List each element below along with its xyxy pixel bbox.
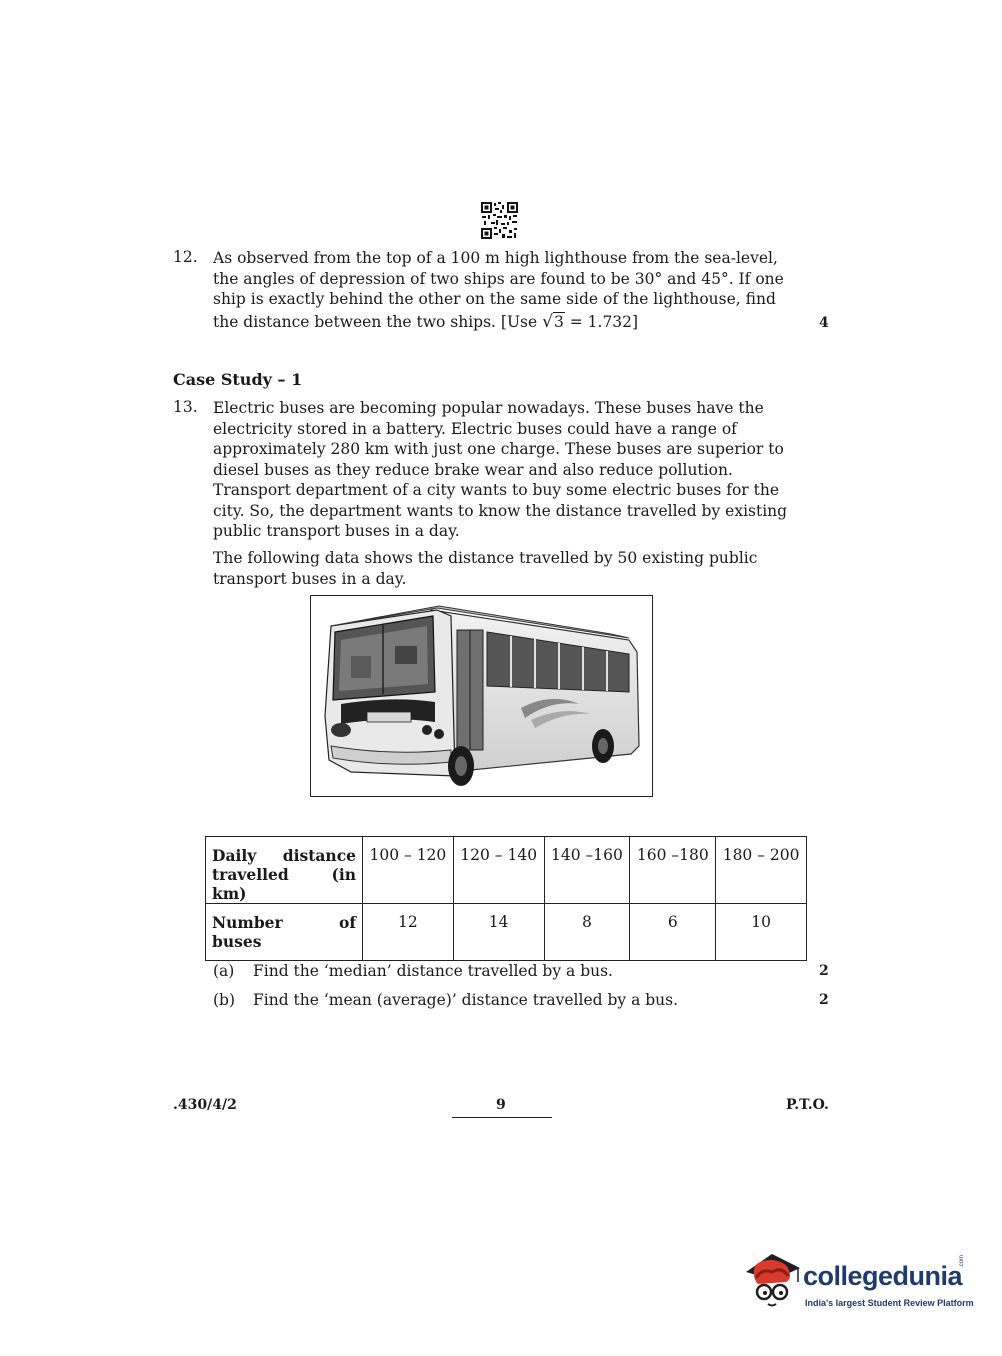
- question-number: 12.: [173, 248, 198, 266]
- page-number-underline: [452, 1117, 552, 1118]
- brand-tagline: India's largest Student Review Platform: [805, 1298, 974, 1308]
- class-interval: 120 – 140: [453, 837, 544, 904]
- question-13-paragraph-1: [213, 398, 791, 542]
- sqrt-sign: √: [542, 311, 553, 332]
- bus-count: 14: [453, 904, 544, 961]
- text-line: city. So, the department wants to know the distance travelled by existing: [213, 501, 788, 520]
- sub-question-text: Find the ‘median’ distance travelled by a bus.: [253, 962, 613, 980]
- pto-label: P.T.O.: [786, 1097, 829, 1113]
- brand-name: collegedunia: [803, 1261, 963, 1291]
- row-header: Daily distance travelled (in km): [206, 837, 363, 904]
- sub-question-text: Find the ‘mean (average)’ distance travelled by a bus.: [253, 991, 679, 1009]
- radicand: 3: [553, 312, 564, 331]
- text-line: ship is exactly behind the other on the same side of the lighthouse, find: [213, 290, 776, 308]
- text-fragment: the distance between the two ships. [Use: [213, 312, 543, 331]
- text-line: diesel buses as they reduce brake wear and also reduce pollution.: [213, 460, 733, 479]
- bus-count: 6: [630, 904, 716, 961]
- question-number: 13.: [173, 398, 198, 416]
- bus-photo-frame: [310, 595, 653, 797]
- case-study-heading: Case Study – 1: [173, 370, 303, 389]
- text-line: The following data shows the distance travelled by 50 existing public: [213, 549, 758, 567]
- text-line: Electric buses are becoming popular nowadays. These buses have the: [213, 399, 764, 417]
- class-interval: 180 – 200: [716, 837, 807, 904]
- marks-13b: 2: [819, 992, 829, 1008]
- question-13-paragraph-2: [213, 548, 791, 589]
- text-line: transport buses in a day.: [213, 569, 407, 588]
- text-line: electricity stored in a battery. Electric buses could have a range of: [213, 419, 737, 438]
- class-interval: 100 – 120: [363, 837, 454, 904]
- marks-q12: 4: [819, 315, 829, 331]
- sub-question-label: (a): [213, 962, 235, 980]
- marks-13a: 2: [819, 963, 829, 979]
- bus-illustration: [311, 596, 651, 795]
- table-row: [206, 837, 807, 904]
- sqrt-expression: [542, 312, 565, 333]
- question-12-text: [213, 248, 791, 332]
- qr-code: [481, 202, 518, 239]
- text-line: Transport department of a city wants to buy some electric buses for the: [213, 481, 780, 499]
- text-line: the angles of depression of two ships are found to be 30° and 45°. If one: [213, 269, 784, 288]
- table-row: [206, 904, 807, 961]
- collegedunia-mascot-icon: [742, 1250, 802, 1316]
- text-fragment: = 1.732]: [564, 312, 639, 331]
- text-line: As observed from the top of a 100 m high lighthouse from the sea-level,: [213, 249, 778, 267]
- bus-count: 8: [544, 904, 630, 961]
- brand-domain: .com: [959, 1254, 965, 1268]
- text-line: public transport buses in a day.: [213, 522, 460, 540]
- bus-count: 10: [716, 904, 807, 961]
- class-interval: 140 –160: [544, 837, 630, 904]
- class-interval: 160 –180: [630, 837, 716, 904]
- paper-code: .430/4/2: [173, 1097, 237, 1113]
- row-header: Number of buses: [206, 904, 363, 961]
- bus-count: 12: [363, 904, 454, 961]
- distance-table: [205, 836, 807, 961]
- text-line: approximately 280 km with just one charge. These buses are superior to: [213, 440, 784, 458]
- page-number: 9: [496, 1097, 506, 1113]
- text-line: [213, 312, 791, 333]
- sub-question-label: (b): [213, 991, 236, 1009]
